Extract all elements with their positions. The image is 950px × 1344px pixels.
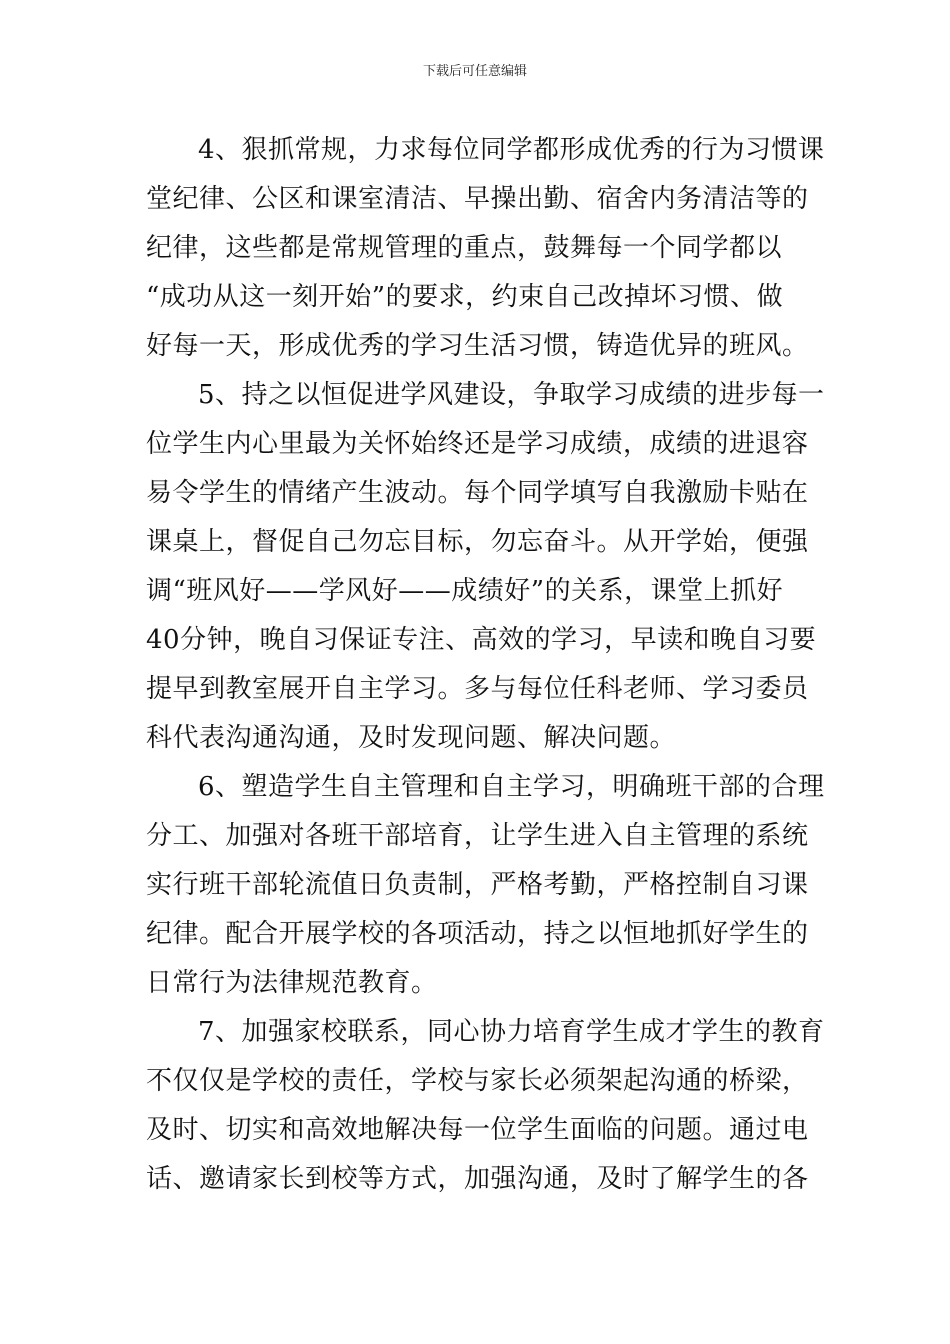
text-line: 话、邀请家长到校等方式，加强沟通，及时了解学生的各	[146, 1164, 809, 1194]
text-line: 40分钟，晚自习保证专注、高效的学习，早读和晚自习要	[146, 625, 817, 655]
text-line: “成功从这一刻开始”的要求，约束自己改掉坏习惯、做	[146, 282, 784, 312]
text-line: 7、加强家校联系，同心协力培育学生成才学生的教育	[198, 1017, 825, 1047]
text-line: 提早到教室展开自主学习。多与每位任科老师、学习委员	[146, 674, 809, 704]
paragraph-6	[146, 763, 825, 1008]
text-line: 调“班风好——学风好——成绩好”的关系，课堂上抓好	[146, 576, 784, 606]
text-line: 纪律，这些都是常规管理的重点，鼓舞每一个同学都以	[146, 233, 783, 263]
text-line: 6、塑造学生自主管理和自主学习，明确班干部的合理	[198, 772, 825, 802]
text-line: 4、狠抓常规，力求每位同学都形成优秀的行为习惯课	[198, 135, 825, 165]
text-line: 易令学生的情绪产生波动。每个同学填写自我激励卡贴在	[146, 478, 809, 508]
paragraph-5	[146, 371, 825, 763]
text-line: 分工、加强对各班干部培育，让学生进入自主管理的系统	[146, 821, 809, 851]
text-line: 及时、切实和高效地解决每一位学生面临的问题。通过电	[146, 1115, 809, 1145]
text-line: 5、持之以恒促进学风建设，争取学习成绩的进步每一	[198, 380, 825, 410]
page-header: 下载后可任意编辑	[422, 64, 527, 79]
paragraph-7	[146, 1008, 825, 1204]
text-line: 不仅仅是学校的责任，学校与家长必须架起沟通的桥梁，	[146, 1066, 809, 1096]
text-line: 纪律。配合开展学校的各项活动，持之以恒地抓好学生的	[146, 919, 809, 949]
document-body	[146, 126, 825, 1204]
text-line: 日常行为法律规范教育。	[146, 968, 438, 998]
text-line: 科代表沟通沟通，及时发现问题、解决问题。	[146, 723, 677, 753]
text-line: 课桌上，督促自己勿忘目标，勿忘奋斗。从开学始，便强	[146, 527, 809, 557]
paragraph-4	[146, 126, 825, 371]
text-line: 好每一天，形成优秀的学习生活习惯，铸造优异的班风。	[146, 331, 809, 361]
text-line: 位学生内心里最为关怀始终还是学习成绩，成绩的进退容	[146, 429, 809, 459]
text-line: 堂纪律、公区和课室清洁、早操出勤、宿舍内务清洁等的	[146, 184, 809, 214]
text-line: 实行班干部轮流值日负责制，严格考勤，严格控制自习课	[146, 870, 809, 900]
